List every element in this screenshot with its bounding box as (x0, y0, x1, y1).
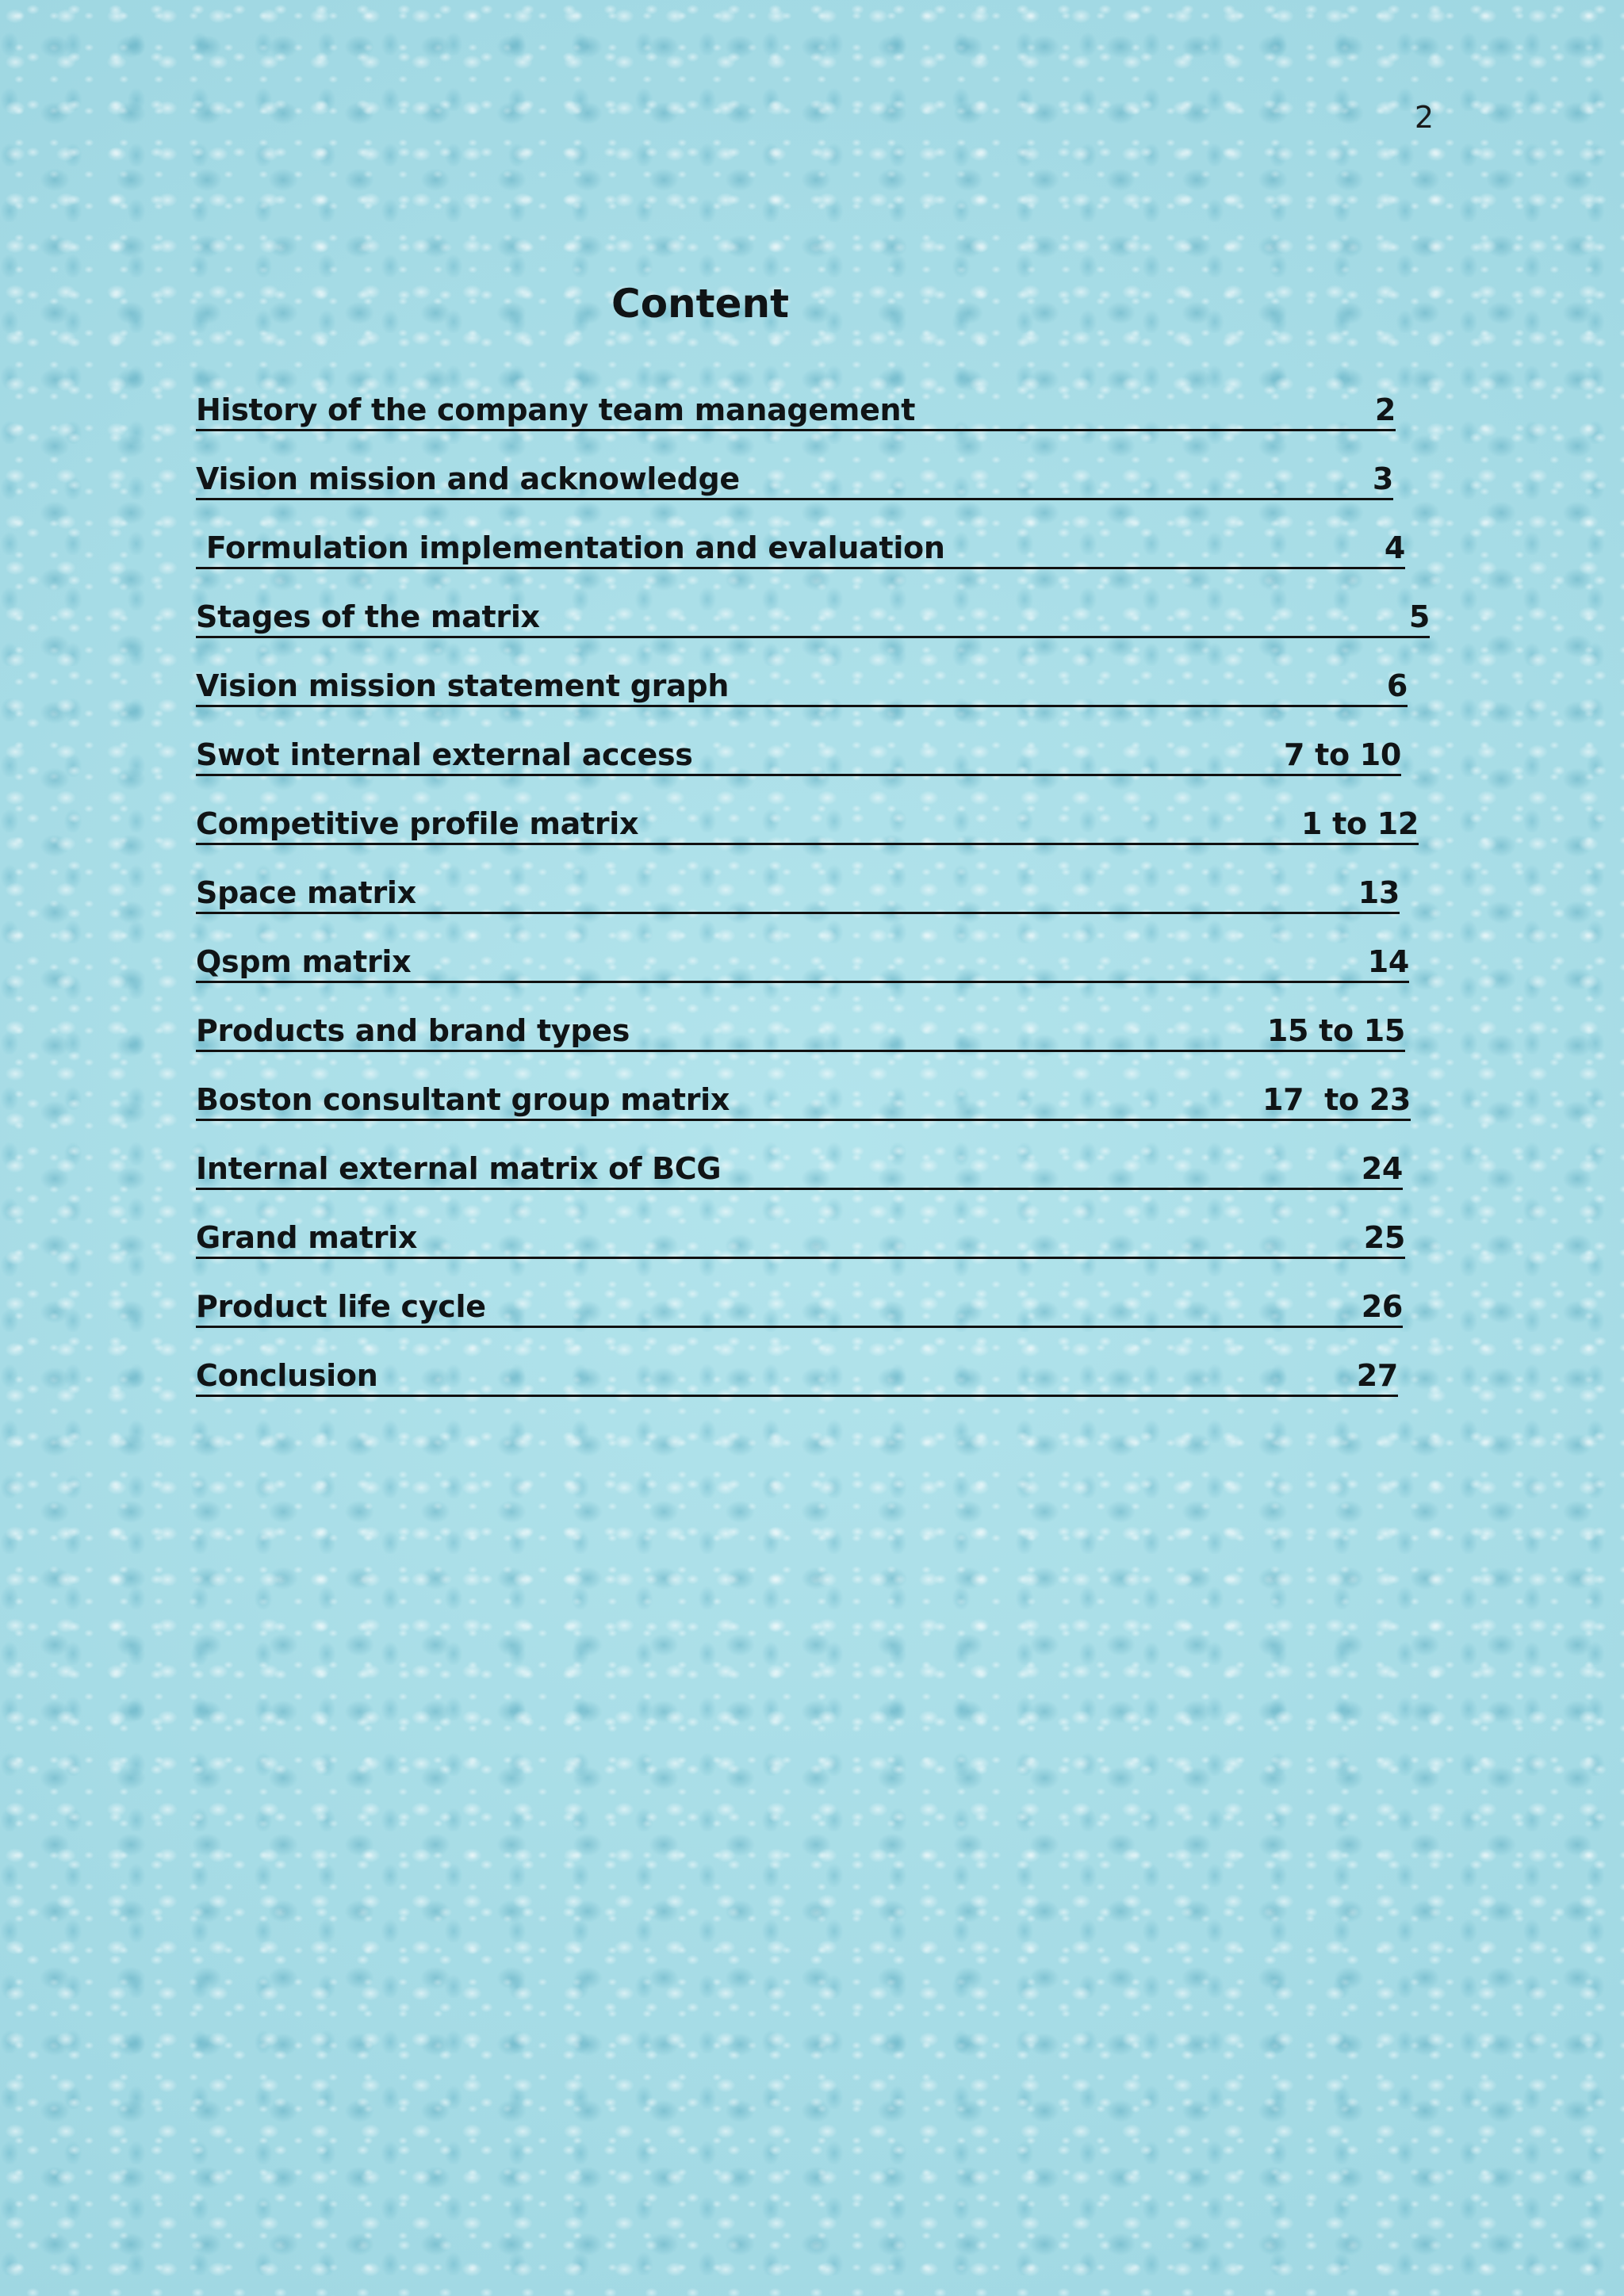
toc-entry-label: Product life cycle (196, 1289, 486, 1324)
toc-entry-label: Qspm matrix (196, 944, 412, 979)
toc-entry-page: 15 to 15 (1266, 1013, 1405, 1048)
toc-entry-label: Swot internal external access (196, 737, 693, 772)
toc-entry[interactable] (196, 362, 1433, 431)
toc-entry-page: 17 to 23 (1262, 1082, 1411, 1117)
toc-entry-page: 13 (1358, 875, 1400, 910)
toc-entry-label: Internal external matrix of BCG (196, 1151, 722, 1186)
toc-entry[interactable] (196, 1328, 1433, 1397)
toc-entry[interactable] (196, 569, 1433, 638)
toc-entry[interactable] (196, 914, 1433, 983)
toc-entry-label: Space matrix (196, 875, 416, 910)
toc-entry-label: Grand matrix (196, 1220, 418, 1255)
toc-entry-page: 14 (1367, 944, 1409, 979)
toc-entry[interactable] (196, 1190, 1433, 1259)
toc-entry-label: Boston consultant group matrix (196, 1082, 730, 1117)
toc-entry-page: 3 (1372, 461, 1393, 496)
toc-entry-label: Stages of the matrix (196, 599, 540, 634)
toc-entry-label: Vision mission statement graph (196, 668, 730, 703)
toc-entry[interactable] (196, 1259, 1433, 1328)
toc-entry[interactable] (196, 707, 1433, 776)
toc-entry[interactable] (196, 776, 1433, 845)
toc-entry-page: 24 (1361, 1151, 1403, 1186)
toc-entry[interactable] (196, 431, 1433, 500)
toc-entry-page: 2 (1374, 392, 1396, 427)
toc-entry-label: Vision mission and acknowledge (196, 461, 740, 496)
toc-entry-label: Formulation implementation and evaluation (196, 530, 945, 565)
page-number: 2 (1414, 100, 1434, 135)
table-of-contents (196, 362, 1433, 1397)
toc-entry[interactable] (196, 500, 1433, 569)
toc-entry-label: History of the company team management (196, 392, 916, 427)
toc-entry-page: 6 (1386, 668, 1408, 703)
toc-entry-page: 1 to 12 (1301, 806, 1419, 841)
toc-entry-page: 25 (1363, 1220, 1405, 1255)
toc-entry-label: Products and brand types (196, 1013, 630, 1048)
toc-entry-page: 7 to 10 (1284, 737, 1401, 772)
toc-entry[interactable] (196, 1121, 1433, 1190)
toc-entry-label: Conclusion (196, 1358, 378, 1393)
toc-entry-page: 27 (1356, 1358, 1398, 1393)
toc-entry[interactable] (196, 845, 1433, 914)
toc-entry-page: 4 (1384, 530, 1405, 565)
toc-entry[interactable] (196, 638, 1433, 707)
toc-entry-label: Competitive profile matrix (196, 806, 639, 841)
toc-entry-page: 5 (1408, 599, 1430, 634)
toc-entry[interactable] (196, 983, 1433, 1052)
toc-entry[interactable] (196, 1052, 1433, 1121)
toc-entry-page: 26 (1361, 1289, 1403, 1324)
toc-title: Content (611, 281, 789, 327)
